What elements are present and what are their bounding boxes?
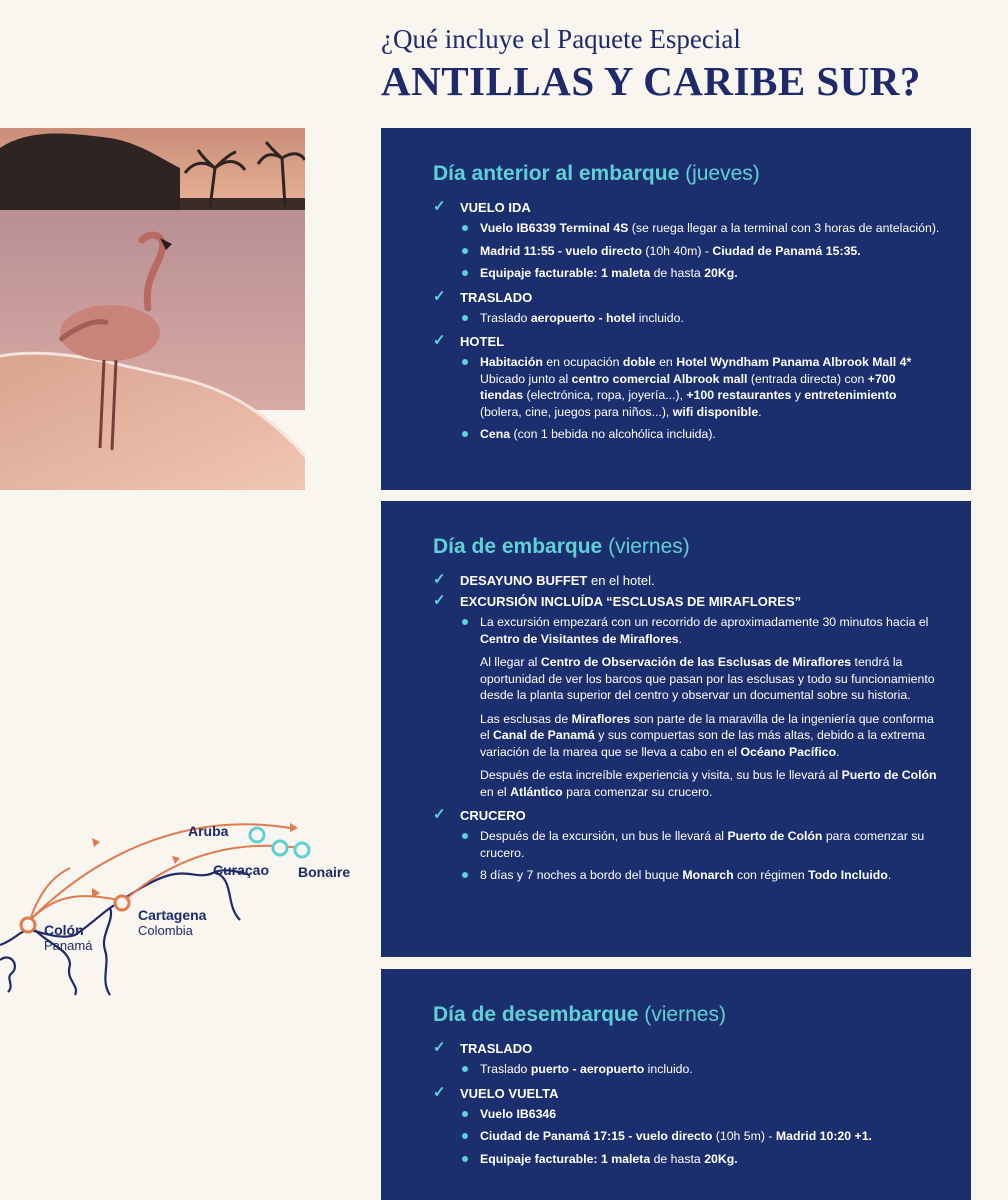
bullet-icon	[462, 359, 468, 365]
text-bold: +100 restaurantes	[686, 388, 792, 402]
list-item	[460, 354, 941, 420]
text: (electrónica, ropa, joyería...),	[523, 388, 687, 402]
section-title: VUELO VUELTA	[460, 1085, 559, 1101]
paragraph	[480, 654, 941, 704]
bullet-icon	[462, 833, 468, 839]
label-cartagena: Cartagena	[138, 907, 207, 923]
section-title: EXCURSIÓN INCLUÍDA “ESCLUSAS DE MIRAFLORES”	[460, 594, 802, 609]
bullet-icon	[462, 1066, 468, 1072]
text-bold: centro comercial Albrook mall	[571, 371, 748, 386]
departure: Ciudad de Panamá 17:15 - vuelo directo	[480, 1129, 713, 1143]
flight-number: Vuelo IB6339 Terminal 4S	[480, 221, 629, 235]
paragraph	[480, 711, 941, 761]
list-item	[460, 1128, 941, 1145]
list-item	[460, 265, 941, 282]
bullet-icon	[462, 270, 468, 276]
bonaire-marker	[295, 843, 309, 857]
header-subtitle: ¿Qué incluye el Paquete Especial	[381, 24, 741, 54]
heading-text: Día anterior al embarque	[433, 162, 680, 185]
text-bold: Canal de Panamá	[493, 728, 595, 742]
flight-note: (se ruega llegar a la terminal con 3 horas de antelación).	[628, 221, 940, 235]
hotel-name: Hotel Wyndham Panama Albrook Mall 4*	[676, 355, 912, 369]
text: en el	[480, 784, 511, 799]
bullet-icon	[462, 225, 468, 231]
text: para comenzar su crucero.	[562, 784, 713, 799]
text-bold: puerto - aeropuerto	[530, 1062, 645, 1076]
list-item	[460, 1061, 941, 1078]
card-heading	[433, 533, 941, 561]
bullet-icon	[462, 248, 468, 254]
card-heading	[433, 160, 941, 188]
list-item	[460, 614, 941, 800]
ship-name: Monarch	[682, 868, 734, 882]
text: incluido.	[644, 1062, 693, 1076]
text: son parte de la maravilla de la ingeniería que conforma el	[480, 711, 934, 742]
check-icon: ✓	[433, 571, 446, 588]
text: Al llegar al	[480, 655, 541, 669]
baggage-mid: de hasta	[650, 266, 705, 280]
route-map-svg	[0, 780, 370, 1010]
list-item	[460, 867, 941, 884]
section-vuelo-ida	[433, 198, 941, 282]
text-bold: aeropuerto - hotel	[530, 310, 636, 325]
list-item	[460, 828, 941, 861]
check-icon: ✓	[433, 1083, 446, 1101]
text-bold: Habitación	[480, 355, 543, 369]
section-title	[460, 571, 941, 590]
baggage: Equipaje facturable: 1 maleta	[480, 266, 651, 280]
disembark-day-card	[381, 969, 971, 1200]
text: .	[758, 404, 762, 419]
bullet-icon	[462, 1111, 468, 1117]
text: (con 1 bebida no alcohólica incluida).	[510, 427, 716, 441]
text-bold: Océano Pacífico	[740, 744, 837, 759]
cartagena-marker	[115, 896, 129, 910]
check-icon: ✓	[433, 332, 446, 349]
text-bold: Todo Incluido	[808, 868, 888, 882]
bullet-icon	[462, 1156, 468, 1162]
flight-number: Vuelo IB6346	[480, 1106, 557, 1121]
text: (entrada directa) con	[747, 371, 868, 386]
text: y	[791, 388, 805, 402]
flamingo-illustration	[0, 128, 305, 490]
text: .	[836, 744, 840, 759]
paragraph	[480, 614, 941, 647]
list-item	[460, 1151, 941, 1168]
text: en ocupación	[542, 355, 623, 369]
colon-marker	[21, 918, 35, 932]
text-bold: Cena	[480, 427, 511, 441]
section-title: CRUCERO	[460, 808, 526, 823]
header-title: ANTILLAS Y CARIBE SUR?	[381, 58, 921, 104]
section-title: TRASLADO	[460, 1041, 533, 1056]
text-bold: entretenimiento	[804, 388, 897, 402]
text-bold: Puerto de Colón	[841, 768, 937, 782]
card-heading	[433, 1001, 941, 1029]
text: La excursión empezará con un recorrido de aproximadamente 30 minutos hacia el	[480, 615, 929, 629]
duration: (10h 5m) -	[712, 1129, 776, 1143]
heading-day: (jueves)	[685, 162, 760, 185]
heading-text: Día de desembarque	[433, 1003, 639, 1026]
list-item	[460, 310, 941, 327]
arrival: Ciudad de Panamá 15:35.	[712, 243, 861, 258]
text: Después de esta increíble experiencia y visita, su bus le llevará al	[480, 768, 842, 782]
section-vuelo-vuelta	[433, 1084, 941, 1168]
check-icon: ✓	[433, 287, 446, 305]
text-bold: wifi disponible	[672, 404, 759, 419]
section-excursion	[433, 592, 941, 800]
section-desayuno	[433, 571, 941, 590]
text: .	[678, 631, 683, 646]
section-title: TRASLADO	[460, 289, 533, 305]
label-colon: Colón	[44, 922, 84, 938]
text: con régimen	[733, 868, 809, 882]
check-icon: ✓	[433, 806, 446, 823]
check-icon: ✓	[433, 592, 446, 609]
list-item	[460, 1106, 941, 1123]
duration: (10h 40m) -	[641, 243, 713, 258]
departure: Madrid 11:55 - vuelo directo	[480, 243, 642, 258]
text: para comenzar su crucero.	[480, 829, 925, 860]
section-traslado	[433, 288, 941, 327]
section-title: VUELO IDA	[460, 200, 531, 215]
bullet-icon	[462, 619, 468, 625]
text: .	[887, 868, 892, 882]
heading-day: (viernes)	[644, 1003, 726, 1026]
list-item	[460, 220, 941, 237]
list-item	[460, 426, 941, 443]
section-title: HOTEL	[460, 334, 505, 349]
text: Ubicado junto al	[480, 371, 572, 386]
curacao-marker	[273, 841, 287, 855]
label-panama: Panamá	[44, 938, 93, 953]
text-bold: doble	[622, 355, 656, 369]
text-bold: Atlántico	[510, 784, 563, 799]
aruba-marker	[250, 828, 264, 842]
text: Traslado	[480, 1062, 531, 1076]
section-crucero	[433, 806, 941, 884]
text-bold: Centro de Visitantes de Miraflores	[480, 631, 679, 646]
boarding-day-card	[381, 501, 971, 957]
bullet-icon	[462, 315, 468, 321]
list-item	[460, 243, 941, 260]
text: en el hotel.	[587, 573, 655, 588]
text-bold: Centro de Observación de las Esclusas de Miraflores	[540, 655, 852, 669]
baggage: Equipaje facturable: 1 maleta	[480, 1151, 651, 1166]
check-icon: ✓	[433, 1039, 446, 1056]
cruise-route-map	[0, 780, 370, 1010]
baggage-weight: 20Kg.	[704, 1151, 738, 1166]
text: Traslado	[480, 310, 531, 325]
flamingo-beach-photo	[0, 128, 305, 490]
text: Después de la excursión, un bus le llevará al	[480, 829, 728, 843]
text-bold: DESAYUNO BUFFET	[460, 573, 588, 588]
baggage-weight: 20Kg.	[704, 266, 738, 280]
text: (bolera, cine, juegos para niños...),	[480, 404, 673, 419]
label-aruba: Aruba	[188, 823, 229, 839]
text: y sus compuertas son de las más altas, debido a la extrema variación de la marea que se lleva a cabo en el	[480, 728, 925, 759]
text: Las esclusas de	[480, 711, 572, 726]
text-bold: Miraflores	[571, 711, 631, 726]
text: en	[655, 355, 677, 369]
bullet-icon	[462, 872, 468, 878]
label-colombia: Colombia	[138, 923, 193, 938]
section-traslado	[433, 1039, 941, 1078]
baggage-mid: de hasta	[650, 1151, 705, 1166]
section-hotel	[433, 332, 941, 443]
text-bold: Puerto de Colón	[727, 829, 823, 843]
paragraph	[480, 767, 941, 800]
arrival: Madrid 10:20 +1.	[775, 1129, 872, 1143]
text: incluido.	[635, 310, 684, 325]
text-bold: +700 tiendas	[480, 371, 896, 402]
bullet-icon	[462, 431, 468, 437]
label-bonaire: Bonaire	[298, 864, 351, 880]
bullet-icon	[462, 1133, 468, 1139]
label-curacao: Curaçao	[213, 862, 270, 878]
day-before-card	[381, 128, 971, 490]
heading-day: (viernes)	[608, 535, 690, 558]
page-header	[381, 22, 921, 106]
check-icon: ✓	[433, 198, 446, 215]
heading-text: Día de embarque	[433, 535, 603, 558]
text: 8 días y 7 noches a bordo del buque	[480, 868, 683, 882]
text: tendrá la oportunidad de ver los barcos que pasan por las esclusas y todo su funcionamiento desde la planta superior del centro y observar un documental sobre su historia.	[480, 655, 935, 702]
